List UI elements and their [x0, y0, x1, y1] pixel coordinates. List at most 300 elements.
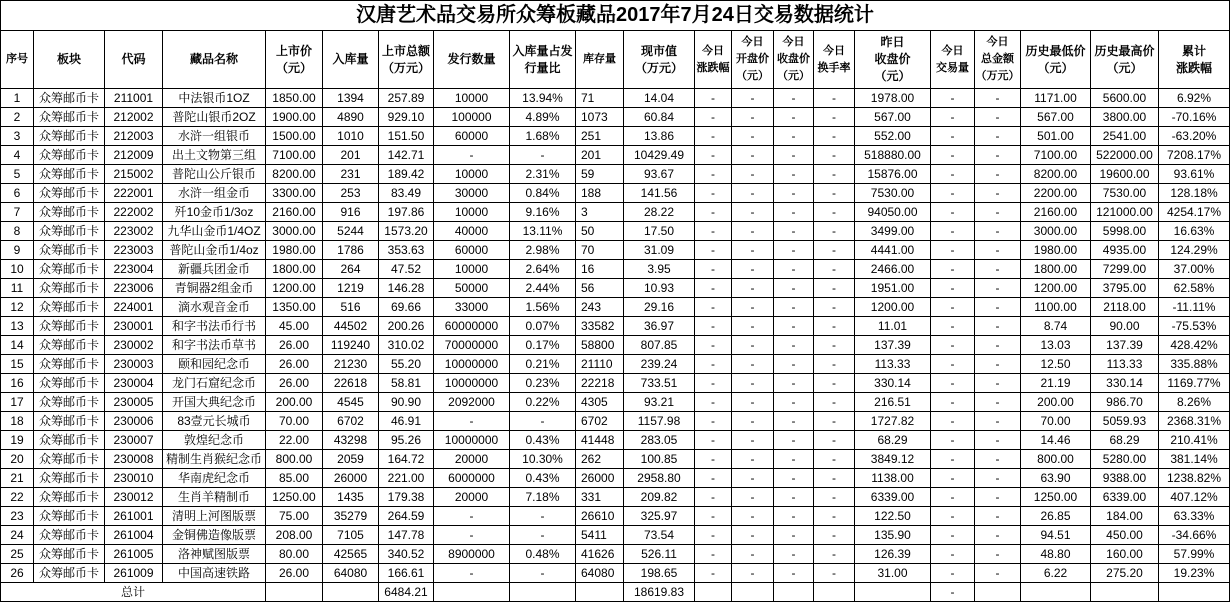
cell-today-change: -: [695, 507, 732, 526]
cell-today-amount: -: [975, 222, 1021, 241]
total-today-volume: -: [931, 583, 975, 602]
cell-prev-close: 3849.12: [855, 450, 931, 469]
cell-market-value: 73.54: [624, 526, 695, 545]
cell-issue-quantity: 20000: [434, 450, 510, 469]
cell-listing-price: 70.00: [266, 412, 323, 431]
cell-name: 普陀山银币2OZ: [163, 108, 266, 127]
cell-listing-total: 166.61: [379, 564, 434, 583]
cell-hist-high: 4935.00: [1091, 241, 1159, 260]
cell-today-volume: -: [931, 317, 975, 336]
header-seq: [1, 31, 34, 89]
cell-today-turnover: -: [814, 317, 855, 336]
cell-market-value: 325.97: [624, 507, 695, 526]
cell-market-value: 93.21: [624, 393, 695, 412]
header-sector: [34, 31, 105, 89]
header-prev-close-line: （元）: [874, 69, 911, 83]
cell-inventory-in: 64080: [323, 564, 379, 583]
cell-name: 普陀山公斤银币: [163, 165, 266, 184]
cell-hist-low: 2200.00: [1021, 184, 1091, 203]
cell-cumulative-change: -34.66%: [1159, 526, 1230, 545]
cell-market-value: 807.85: [624, 336, 695, 355]
header-today-close-line: （元）: [777, 70, 810, 82]
cell-code: 230003: [105, 355, 163, 374]
cell-listing-total: 353.63: [379, 241, 434, 260]
cell-sector: 众筹邮币卡: [34, 89, 105, 108]
cell-today-volume: -: [931, 488, 975, 507]
cell-stock: 4305: [576, 393, 624, 412]
cell-in-ratio: 0.22%: [510, 393, 576, 412]
cell-in-ratio: 7.18%: [510, 488, 576, 507]
cell-stock: 3: [576, 203, 624, 222]
cell-seq: 13: [1, 317, 34, 336]
table-row: [1, 317, 1230, 336]
cell-code: 223002: [105, 222, 163, 241]
cell-code: 222002: [105, 203, 163, 222]
cell-stock: 22218: [576, 374, 624, 393]
cell-seq: 3: [1, 127, 34, 146]
cell-today-volume: -: [931, 108, 975, 127]
cell-code: 230001: [105, 317, 163, 336]
cell-sector: 众筹邮币卡: [34, 488, 105, 507]
cell-hist-high: 9388.00: [1091, 469, 1159, 488]
table-row: [1, 127, 1230, 146]
cell-market-value: 28.22: [624, 203, 695, 222]
cell-today-turnover: -: [814, 279, 855, 298]
header-cumulative-change-line: 累计: [1181, 43, 1206, 58]
cell-in-ratio: 9.16%: [510, 203, 576, 222]
cell-today-turnover: -: [814, 431, 855, 450]
cell-today-amount: -: [975, 412, 1021, 431]
cell-hist-high: 7299.00: [1091, 260, 1159, 279]
header-stock-line: 库存量: [583, 53, 616, 65]
cell-inventory-in: 6702: [323, 412, 379, 431]
cell-stock: 70: [576, 241, 624, 260]
cell-name: 歼10金币1/3oz: [163, 203, 266, 222]
cell-today-volume: -: [931, 222, 975, 241]
cell-today-change: -: [695, 450, 732, 469]
cell-inventory-in: 916: [323, 203, 379, 222]
cell-market-value: 31.09: [624, 241, 695, 260]
header-market-value-line: 现市值: [640, 43, 677, 58]
cell-today-volume: -: [931, 564, 975, 583]
cell-hist-high: 3800.00: [1091, 108, 1159, 127]
cell-stock: 6702: [576, 412, 624, 431]
cell-hist-high: 121000.00: [1091, 203, 1159, 222]
cell-hist-high: 19600.00: [1091, 165, 1159, 184]
cell-prev-close: 126.39: [855, 545, 931, 564]
cell-seq: 20: [1, 450, 34, 469]
cell-code: 230004: [105, 374, 163, 393]
total-stock: [576, 583, 624, 602]
cell-hist-high: 90.00: [1091, 317, 1159, 336]
cell-name: 敦煌纪念币: [163, 431, 266, 450]
cell-seq: 19: [1, 431, 34, 450]
cell-today-close: -: [774, 564, 814, 583]
cell-issue-quantity: 10000: [434, 165, 510, 184]
cell-today-open: -: [732, 431, 774, 450]
total-today-open: [732, 583, 774, 602]
cell-today-volume: -: [931, 507, 975, 526]
cell-stock: 21110: [576, 355, 624, 374]
header-cumulative-change: [1159, 31, 1230, 89]
cell-cumulative-change: -63.20%: [1159, 127, 1230, 146]
cell-today-close: -: [774, 545, 814, 564]
cell-name: 和字书法币草书: [163, 336, 266, 355]
cell-in-ratio: 13.94%: [510, 89, 576, 108]
cell-prev-close: 3499.00: [855, 222, 931, 241]
cell-today-open: -: [732, 108, 774, 127]
cell-issue-quantity: -: [434, 564, 510, 583]
cell-today-close: -: [774, 203, 814, 222]
cell-sector: 众筹邮币卡: [34, 260, 105, 279]
cell-market-value: 3.95: [624, 260, 695, 279]
cell-in-ratio: 0.43%: [510, 469, 576, 488]
cell-code: 261004: [105, 526, 163, 545]
cell-today-close: -: [774, 279, 814, 298]
cell-inventory-in: 44502: [323, 317, 379, 336]
cell-sector: 众筹邮币卡: [34, 127, 105, 146]
cell-today-close: -: [774, 165, 814, 184]
cell-today-amount: -: [975, 336, 1021, 355]
total-row: [1, 583, 1230, 602]
cell-seq: 21: [1, 469, 34, 488]
cell-today-change: -: [695, 431, 732, 450]
cell-today-turnover: -: [814, 146, 855, 165]
cell-today-turnover: -: [814, 393, 855, 412]
cell-in-ratio: 2.44%: [510, 279, 576, 298]
cell-listing-total: 90.90: [379, 393, 434, 412]
cell-today-close: -: [774, 431, 814, 450]
cell-today-volume: -: [931, 298, 975, 317]
cell-today-amount: -: [975, 450, 1021, 469]
cell-seq: 18: [1, 412, 34, 431]
cell-hist-low: 94.51: [1021, 526, 1091, 545]
cell-listing-price: 1800.00: [266, 260, 323, 279]
cell-today-open: -: [732, 146, 774, 165]
cell-inventory-in: 4890: [323, 108, 379, 127]
cell-hist-high: 184.00: [1091, 507, 1159, 526]
cell-issue-quantity: 6000000: [434, 469, 510, 488]
cell-today-change: -: [695, 336, 732, 355]
cell-hist-low: 567.00: [1021, 108, 1091, 127]
cell-today-change: -: [695, 564, 732, 583]
cell-code: 261009: [105, 564, 163, 583]
cell-hist-high: 5059.93: [1091, 412, 1159, 431]
cell-inventory-in: 1435: [323, 488, 379, 507]
cell-today-close: -: [774, 241, 814, 260]
cell-hist-low: 501.00: [1021, 127, 1091, 146]
cell-today-turnover: -: [814, 298, 855, 317]
cell-sector: 众筹邮币卡: [34, 336, 105, 355]
cell-in-ratio: 0.84%: [510, 184, 576, 203]
cell-seq: 4: [1, 146, 34, 165]
table-row: [1, 507, 1230, 526]
cell-sector: 众筹邮币卡: [34, 469, 105, 488]
cell-sector: 众筹邮币卡: [34, 241, 105, 260]
cell-today-close: -: [774, 336, 814, 355]
cell-name: 龙门石窟纪念币: [163, 374, 266, 393]
cell-code: 230002: [105, 336, 163, 355]
header-today-close-line: 今日: [782, 36, 805, 48]
cell-code: 230006: [105, 412, 163, 431]
cell-today-open: -: [732, 412, 774, 431]
cell-name: 华南虎纪念币: [163, 469, 266, 488]
cell-hist-low: 1171.00: [1021, 89, 1091, 108]
total-market-value: 18619.83: [624, 583, 695, 602]
cell-in-ratio: -: [510, 564, 576, 583]
cell-in-ratio: 0.07%: [510, 317, 576, 336]
table-row: [1, 279, 1230, 298]
cell-stock: 262: [576, 450, 624, 469]
table-row: [1, 526, 1230, 545]
header-issue-quantity-line: 发行数量: [447, 52, 496, 66]
cell-stock: 26000: [576, 469, 624, 488]
header-code-line: 代码: [121, 52, 146, 66]
cell-inventory-in: 231: [323, 165, 379, 184]
cell-today-change: -: [695, 146, 732, 165]
cell-listing-price: 200.00: [266, 393, 323, 412]
total-cumulative-change: [1159, 583, 1230, 602]
cell-issue-quantity: 60000: [434, 127, 510, 146]
cell-today-volume: -: [931, 184, 975, 203]
cell-today-volume: -: [931, 89, 975, 108]
cell-market-value: 526.11: [624, 545, 695, 564]
cell-today-open: -: [732, 203, 774, 222]
cell-market-value: 14.04: [624, 89, 695, 108]
cell-sector: 众筹邮币卡: [34, 108, 105, 127]
cell-issue-quantity: 33000: [434, 298, 510, 317]
cell-today-volume: -: [931, 355, 975, 374]
cell-code: 230007: [105, 431, 163, 450]
cell-cumulative-change: 8.26%: [1159, 393, 1230, 412]
cell-hist-low: 6.22: [1021, 564, 1091, 583]
cell-listing-total: 264.59: [379, 507, 434, 526]
cell-listing-price: 75.00: [266, 507, 323, 526]
cell-today-open: -: [732, 260, 774, 279]
cell-cumulative-change: 210.41%: [1159, 431, 1230, 450]
cell-prev-close: 94050.00: [855, 203, 931, 222]
cell-hist-low: 63.90: [1021, 469, 1091, 488]
cell-market-value: 1157.98: [624, 412, 695, 431]
cell-listing-total: 69.66: [379, 298, 434, 317]
cell-listing-total: 257.89: [379, 89, 434, 108]
cell-cumulative-change: -70.16%: [1159, 108, 1230, 127]
cell-stock: 64080: [576, 564, 624, 583]
cell-seq: 7: [1, 203, 34, 222]
cell-in-ratio: -: [510, 526, 576, 545]
cell-listing-total: 164.72: [379, 450, 434, 469]
header-name: [163, 31, 266, 89]
cell-cumulative-change: 124.29%: [1159, 241, 1230, 260]
cell-cumulative-change: 381.14%: [1159, 450, 1230, 469]
cell-prev-close: 68.29: [855, 431, 931, 450]
cell-stock: 59: [576, 165, 624, 184]
cell-name: 九华山金币1/4OZ: [163, 222, 266, 241]
cell-name: 出土文物第三组: [163, 146, 266, 165]
cell-seq: 26: [1, 564, 34, 583]
total-today-close: [774, 583, 814, 602]
cell-prev-close: 135.90: [855, 526, 931, 545]
table-row: [1, 431, 1230, 450]
table-row: [1, 108, 1230, 127]
cell-sector: 众筹邮币卡: [34, 222, 105, 241]
cell-sector: 众筹邮币卡: [34, 298, 105, 317]
cell-listing-price: 1200.00: [266, 279, 323, 298]
cell-today-amount: -: [975, 545, 1021, 564]
cell-today-change: -: [695, 412, 732, 431]
cell-inventory-in: 1786: [323, 241, 379, 260]
cell-today-amount: -: [975, 317, 1021, 336]
header-today-volume-line: 今日: [941, 44, 964, 57]
cell-prev-close: 552.00: [855, 127, 931, 146]
header-issue-quantity: [434, 31, 510, 89]
cell-issue-quantity: 10000: [434, 203, 510, 222]
cell-today-turnover: -: [814, 469, 855, 488]
cell-today-volume: -: [931, 241, 975, 260]
cell-listing-total: 197.86: [379, 203, 434, 222]
cell-today-change: -: [695, 241, 732, 260]
cell-code: 212009: [105, 146, 163, 165]
cell-seq: 2: [1, 108, 34, 127]
cell-today-turnover: -: [814, 336, 855, 355]
cell-listing-price: 1250.00: [266, 488, 323, 507]
cell-today-change: -: [695, 260, 732, 279]
cell-hist-high: 330.14: [1091, 374, 1159, 393]
cell-today-turnover: -: [814, 127, 855, 146]
table-row: [1, 564, 1230, 583]
cell-cumulative-change: 1169.77%: [1159, 374, 1230, 393]
cell-name: 和字书法币行书: [163, 317, 266, 336]
cell-today-change: -: [695, 374, 732, 393]
cell-inventory-in: 264: [323, 260, 379, 279]
table-row: [1, 260, 1230, 279]
cell-today-close: -: [774, 355, 814, 374]
cell-stock: 56: [576, 279, 624, 298]
cell-code: 224001: [105, 298, 163, 317]
cell-cumulative-change: 62.58%: [1159, 279, 1230, 298]
cell-prev-close: 6339.00: [855, 488, 931, 507]
cell-sector: 众筹邮币卡: [34, 355, 105, 374]
cell-prev-close: 31.00: [855, 564, 931, 583]
cell-today-amount: -: [975, 507, 1021, 526]
cell-issue-quantity: 10000: [434, 260, 510, 279]
cell-today-amount: -: [975, 355, 1021, 374]
cell-today-open: -: [732, 488, 774, 507]
total-hist-high: [1091, 583, 1159, 602]
cell-today-open: -: [732, 317, 774, 336]
cell-in-ratio: 13.11%: [510, 222, 576, 241]
cell-code: 223004: [105, 260, 163, 279]
cell-stock: 50: [576, 222, 624, 241]
cell-listing-total: 221.00: [379, 469, 434, 488]
header-prev-close-line: 昨日: [880, 35, 905, 49]
header-today-amount-line: （万元）: [975, 70, 1020, 82]
cell-seq: 9: [1, 241, 34, 260]
header-today-amount-line: 今日: [986, 36, 1009, 48]
cell-today-change: -: [695, 355, 732, 374]
cell-listing-total: 179.38: [379, 488, 434, 507]
cell-listing-total: 929.10: [379, 108, 434, 127]
cell-hist-high: 2118.00: [1091, 298, 1159, 317]
cell-prev-close: 518880.00: [855, 146, 931, 165]
cell-today-close: -: [774, 89, 814, 108]
cell-hist-low: 2160.00: [1021, 203, 1091, 222]
header-in-ratio-line: 入库量占发: [512, 43, 573, 58]
cell-sector: 众筹邮币卡: [34, 184, 105, 203]
cell-name: 金铜佛造像版票: [163, 526, 266, 545]
header-stock: [576, 31, 624, 89]
table-row: [1, 412, 1230, 431]
cell-listing-price: 800.00: [266, 450, 323, 469]
cell-name: 颐和园纪念币: [163, 355, 266, 374]
cell-today-open: -: [732, 222, 774, 241]
cell-today-open: -: [732, 89, 774, 108]
cell-today-amount: -: [975, 469, 1021, 488]
cell-today-change: -: [695, 108, 732, 127]
cell-stock: 251: [576, 127, 624, 146]
cell-prev-close: 1951.00: [855, 279, 931, 298]
cell-today-turnover: -: [814, 526, 855, 545]
cell-market-value: 2958.80: [624, 469, 695, 488]
cell-listing-total: 200.26: [379, 317, 434, 336]
cell-issue-quantity: -: [434, 507, 510, 526]
cell-in-ratio: 1.68%: [510, 127, 576, 146]
cell-today-turnover: -: [814, 108, 855, 127]
cell-hist-low: 1200.00: [1021, 279, 1091, 298]
cell-today-change: -: [695, 393, 732, 412]
cell-listing-total: 151.50: [379, 127, 434, 146]
cell-hist-low: 8.74: [1021, 317, 1091, 336]
header-today-volume-line: 交易量: [936, 61, 969, 74]
table-row: [1, 222, 1230, 241]
cell-sector: 众筹邮币卡: [34, 431, 105, 450]
cell-today-open: -: [732, 184, 774, 203]
total-inventory-in: [323, 583, 379, 602]
total-listing-total: 6484.21: [379, 583, 434, 602]
total-prev-close: [855, 583, 931, 602]
cell-inventory-in: 1010: [323, 127, 379, 146]
cell-today-change: -: [695, 317, 732, 336]
table-row: [1, 298, 1230, 317]
total-in-ratio: [510, 583, 576, 602]
header-today-change: [695, 31, 732, 89]
cell-today-turnover: -: [814, 355, 855, 374]
cell-inventory-in: 4545: [323, 393, 379, 412]
header-in-ratio-line: 行量比: [524, 60, 561, 75]
cell-in-ratio: 2.98%: [510, 241, 576, 260]
total-today-change: [695, 583, 732, 602]
cell-today-close: -: [774, 108, 814, 127]
cell-in-ratio: -: [510, 412, 576, 431]
cell-today-change: -: [695, 279, 732, 298]
cell-cumulative-change: 63.33%: [1159, 507, 1230, 526]
header-sector-line: 板块: [56, 52, 81, 66]
cell-prev-close: 1978.00: [855, 89, 931, 108]
cell-sector: 众筹邮币卡: [34, 146, 105, 165]
cell-today-turnover: -: [814, 412, 855, 431]
cell-stock: 16: [576, 260, 624, 279]
cell-code: 230005: [105, 393, 163, 412]
cell-prev-close: 137.39: [855, 336, 931, 355]
cell-issue-quantity: 10000: [434, 89, 510, 108]
cell-market-value: 29.16: [624, 298, 695, 317]
cell-today-amount: -: [975, 298, 1021, 317]
table-row: [1, 241, 1230, 260]
cell-listing-total: 147.78: [379, 526, 434, 545]
cell-today-amount: -: [975, 184, 1021, 203]
cell-sector: 众筹邮币卡: [34, 317, 105, 336]
cell-today-change: -: [695, 184, 732, 203]
